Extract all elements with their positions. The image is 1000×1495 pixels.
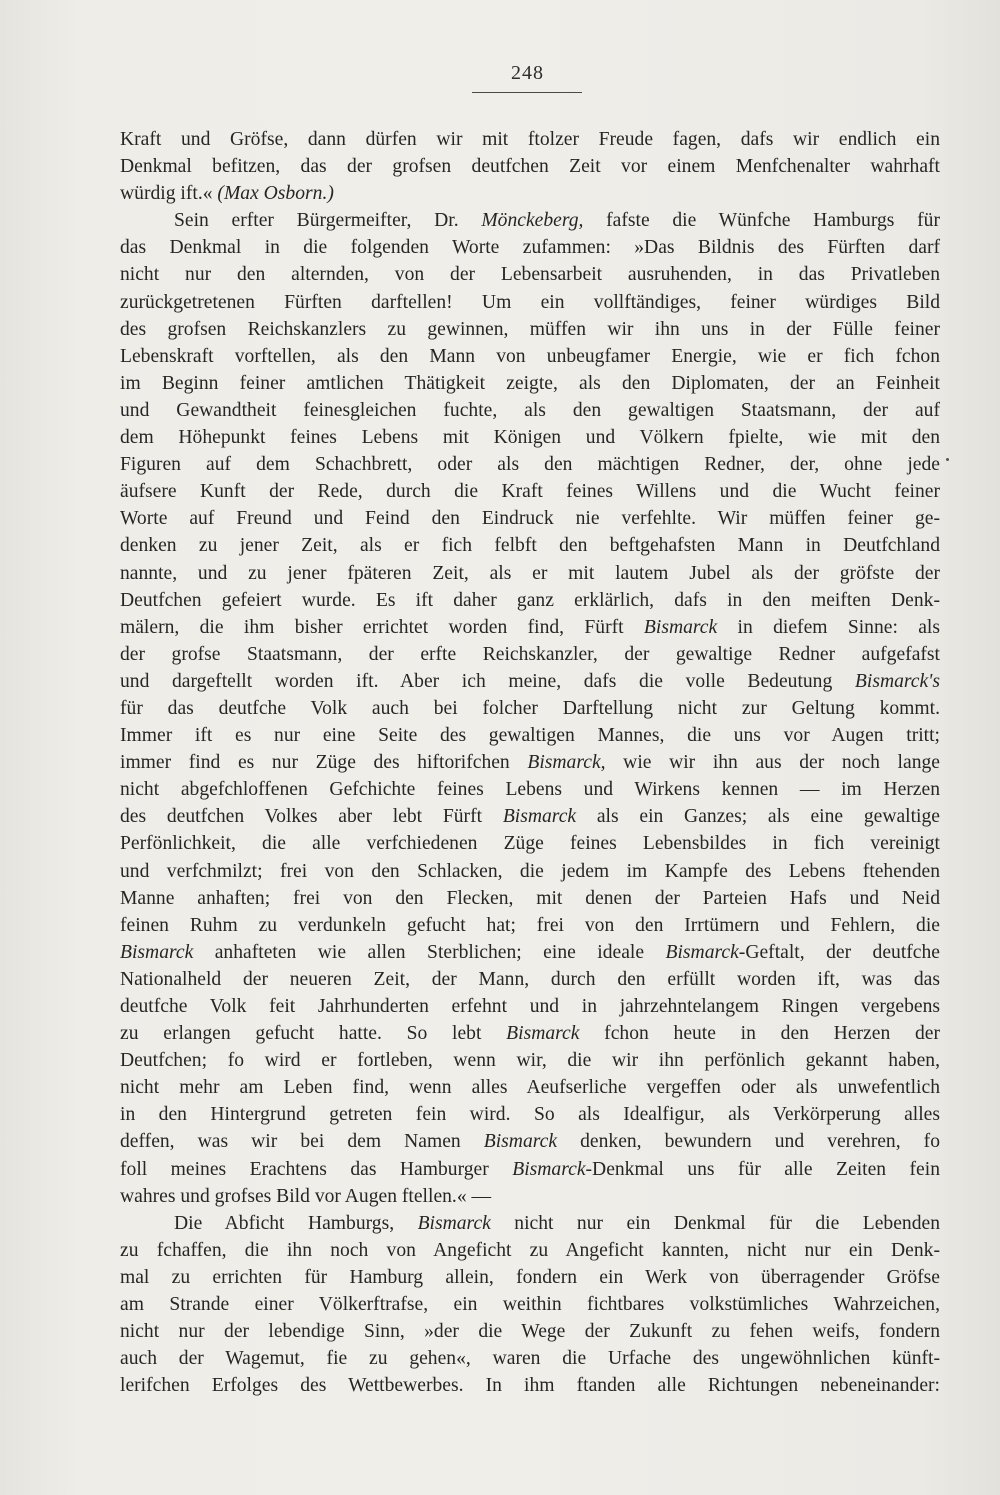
- text-segment: zu fchaffen, die ihn noch von Angeficht zu Angeficht kannten, nicht nur ein Denk-: [120, 1239, 940, 1261]
- text-line: [120, 695, 940, 722]
- text-segment: wie wir ihn aus der noch lange: [605, 752, 940, 774]
- text-segment: dem Höhepunkt feines Lebens mit Königen und Völkern fpielte, wie mit den: [120, 427, 940, 449]
- text-segment: Die Abficht Hamburgs,: [174, 1212, 418, 1234]
- text-segment: -Denkmal uns für alle Zeiten fein: [585, 1158, 940, 1180]
- italic-name: Bismarck: [417, 1212, 491, 1234]
- text-line: [120, 885, 940, 912]
- text-segment: nicht nur ein Denkmal für die Lebenden: [490, 1212, 940, 1234]
- text-segment: fafste die Wünfche Hamburgs für: [583, 210, 940, 232]
- page-number: 248: [511, 62, 544, 84]
- text-segment: der grofse Staatsmann, der erfte Reichskanzler, der gewaltige Redner aufgefafst: [120, 643, 940, 665]
- text-segment: auch der Wagemut, fie zu gehen«, waren die Urfache des ungewöhnlichen künft-: [120, 1348, 940, 1370]
- text-segment: nicht mehr am Leben find, wenn alles Aeufserliche vergeffen oder als unwefentlich: [120, 1077, 940, 1099]
- text-line: [120, 1372, 940, 1399]
- text-line: [120, 587, 940, 614]
- text-line: [120, 505, 940, 532]
- text-segment: mal zu errichten für Hamburg allein, fondern ein Werk von überragender Gröfse: [120, 1266, 940, 1288]
- text-segment: das Denkmal in die folgenden Worte zufammen: »Das Bildnis des Fürften darf: [120, 237, 940, 259]
- text-segment: und verfchmilzt; frei von den Schlacken, die jedem im Kampfe des Lebens ftehenden: [120, 860, 940, 882]
- text-segment: fchon heute in den Herzen der: [579, 1023, 940, 1045]
- text-segment: lerifchen Erfolges des Wettbewerbes. In ihm ftanden alle Richtungen nebeneinander:: [120, 1375, 940, 1397]
- text-line: [120, 912, 940, 939]
- text-line: [120, 343, 940, 370]
- italic-name: Bismarck: [643, 616, 718, 638]
- text-line: [120, 668, 940, 695]
- text-line: [120, 316, 940, 343]
- text-segment: zu erlangen gefucht hatte. So lebt: [120, 1023, 507, 1045]
- text-segment: denken zu jener Zeit, als er fich felbft den beftgehafsten Mann in Deutfchland: [120, 535, 940, 557]
- text-segment: Nationalheld der neueren Zeit, der Mann, durch den erfüllt worden ift, was das: [120, 968, 940, 990]
- text-line: [120, 830, 940, 857]
- text-line: [120, 424, 940, 451]
- text-segment: feinen Ruhm zu verdunkeln gefucht hat; frei von den Irrtümern und Fehlern, die: [120, 914, 940, 936]
- text-line: [120, 776, 940, 803]
- italic-name: Bismarck: [120, 941, 194, 963]
- text-segment: -Geftalt, der deutfche: [738, 941, 940, 963]
- text-segment: Sein erfter Bürgermeifter, Dr.: [174, 210, 482, 232]
- text-line: [120, 1237, 940, 1264]
- text-segment: Figuren auf dem Schachbrett, oder als den mächtigen Redner, der, ohne jede: [120, 454, 940, 476]
- text-line: [120, 1210, 940, 1237]
- text-line: [120, 1020, 940, 1047]
- text-segment: nicht abgefchloffenen Gefchichte feines Lebens und Wirkens kennen — im Herzen: [120, 779, 940, 801]
- body-text: [120, 126, 940, 1399]
- text-segment: zurückgetretenen Fürften darftellen! Um ein vollftändiges, feiner würdiges Bild: [120, 291, 940, 313]
- text-line: [120, 1291, 940, 1318]
- text-segment: mälern, die ihm bisher errichtet worden find, Fürft: [120, 616, 644, 638]
- text-line: [120, 614, 940, 641]
- text-line: [120, 749, 940, 776]
- text-line: [120, 1318, 940, 1345]
- text-line: [120, 1101, 940, 1128]
- italic-name: Bismarck: [506, 1023, 580, 1045]
- text-segment: nicht nur der lebendige Sinn, »der die Wege der Zukunft zu fehen weifs, fondern: [120, 1321, 940, 1343]
- text-segment: Manne anhaften; frei von den Flecken, mit denen der Parteien Hafs und Neid: [120, 887, 940, 909]
- margin-mark: [946, 458, 949, 461]
- text-segment: in diefem Sinne: als: [717, 616, 940, 638]
- text-line: [120, 1156, 940, 1183]
- text-line: [120, 1264, 940, 1291]
- text-segment: denken, bewundern und verehren, fo: [557, 1131, 940, 1153]
- text-line: [120, 722, 940, 749]
- text-line: [120, 451, 940, 478]
- text-segment: Deutfchen gefeiert wurde. Es ift daher ganz erklärlich, dafs in den meiften Denk-: [120, 589, 940, 611]
- text-segment: Perfönlichkeit, die alle verfchiedenen Züge feines Lebensbildes in fich vereinigt: [120, 833, 940, 855]
- text-segment: nannte, und zu jener fpäteren Zeit, als er mit lautem Jubel als der gröfste der: [120, 562, 940, 584]
- italic-name: (Max Osborn.): [217, 183, 334, 205]
- text-line: [120, 1128, 940, 1155]
- text-line: [120, 397, 940, 424]
- text-line: [120, 1183, 940, 1210]
- text-segment: im Beginn feiner amtlichen Thätigkeit zeigte, als den Diplomaten, der an Feinheit: [120, 372, 940, 394]
- text-line: [120, 289, 940, 316]
- text-segment: für das deutfche Volk auch bei folcher Darftellung nicht zur Geltung kommt.: [120, 697, 940, 719]
- text-segment: äufsere Kunft der Rede, durch die Kraft feines Willens und die Wucht feiner: [120, 481, 940, 503]
- text-line: [120, 1074, 940, 1101]
- text-line: [120, 234, 940, 261]
- text-line: [120, 207, 940, 234]
- text-segment: als ein Ganzes; als eine gewaltige: [576, 806, 940, 828]
- italic-name: Bismarck: [665, 941, 739, 963]
- text-segment: Deutfchen; fo wird er fortleben, wenn wir, die wir ihn perfönlich gekannt haben,: [120, 1050, 940, 1072]
- italic-name: Bismarck: [483, 1131, 558, 1153]
- text-segment: deutfche Volk feit Jahrhunderten erfehnt und in jahrzehntelangem Ringen vergebens: [120, 996, 940, 1017]
- text-segment: deffen, was wir bei dem Namen: [120, 1131, 484, 1153]
- text-segment: in den Hintergrund getreten fein wird. So als Idealfigur, als Verkörperung alles: [120, 1104, 940, 1126]
- text-segment: würdig ift.«: [120, 183, 218, 205]
- text-line: [120, 370, 940, 397]
- text-segment: Lebenskraft vorftellen, als den Mann von unbeugfamer Energie, wie er fich fchon: [120, 345, 940, 367]
- italic-name: Bismarck: [502, 806, 577, 828]
- text-line: [120, 478, 940, 505]
- text-line: [120, 939, 940, 966]
- text-line: [120, 560, 940, 587]
- text-line: [120, 1047, 940, 1074]
- text-segment: Kraft und Gröfse, dann dürfen wir mit ftolzer Freude fagen, dafs wir endlich ein: [120, 129, 940, 150]
- text-segment: immer find es nur Züge des hiftorifchen: [120, 752, 528, 774]
- text-line: [120, 641, 940, 668]
- italic-name: Bismarck: [512, 1158, 586, 1180]
- text-segment: Worte auf Freund und Feind den Eindruck nie verfehlte. Wir müffen feiner ge-: [120, 508, 940, 530]
- text-line: [120, 993, 940, 1020]
- text-line: [120, 966, 940, 993]
- text-segment: Immer ift es nur eine Seite des gewaltigen Mannes, die uns vor Augen tritt;: [120, 725, 940, 747]
- text-line: [120, 532, 940, 559]
- text-line: [120, 153, 940, 180]
- italic-name: Bismarck,: [527, 752, 606, 774]
- text-segment: und Gewandtheit feinesgleichen fuchte, als den gewaltigen Staatsmann, der auf: [120, 399, 940, 421]
- text-segment: anhafteten wie allen Sterblichen; eine ideale: [193, 941, 666, 963]
- text-line: [120, 1345, 940, 1372]
- text-line: [120, 858, 940, 885]
- text-segment: des grofsen Reichskanzlers zu gewinnen, müffen wir ihn uns in der Fülle feiner: [120, 318, 940, 340]
- text-segment: wahres und grofses Bild vor Augen ftellen.« —: [120, 1185, 492, 1207]
- page-number-rule: [472, 92, 582, 93]
- italic-name: Bismarck's: [854, 670, 940, 692]
- text-segment: Denkmal befitzen, das der grofsen deutfchen Zeit vor einem Menfchenalter wahrhaft: [120, 156, 940, 178]
- text-segment: nicht nur den alternden, von der Lebensarbeit ausruhenden, in das Privatleben: [120, 264, 940, 286]
- text-segment: foll meines Erachtens das Hamburger: [120, 1158, 513, 1180]
- text-line: [120, 180, 940, 207]
- text-segment: des deutfchen Volkes aber lebt Fürft: [120, 806, 503, 828]
- text-segment: und dargeftellt worden ift. Aber ich meine, dafs die volle Bedeutung: [120, 670, 855, 692]
- text-line: [120, 126, 940, 153]
- italic-name: Mönckeberg,: [481, 210, 584, 232]
- text-line: [120, 261, 940, 288]
- text-segment: am Strande einer Völkerftrafse, ein weithin fichtbares volkstümliches Wahrzeichen,: [120, 1294, 940, 1316]
- text-line: [120, 803, 940, 830]
